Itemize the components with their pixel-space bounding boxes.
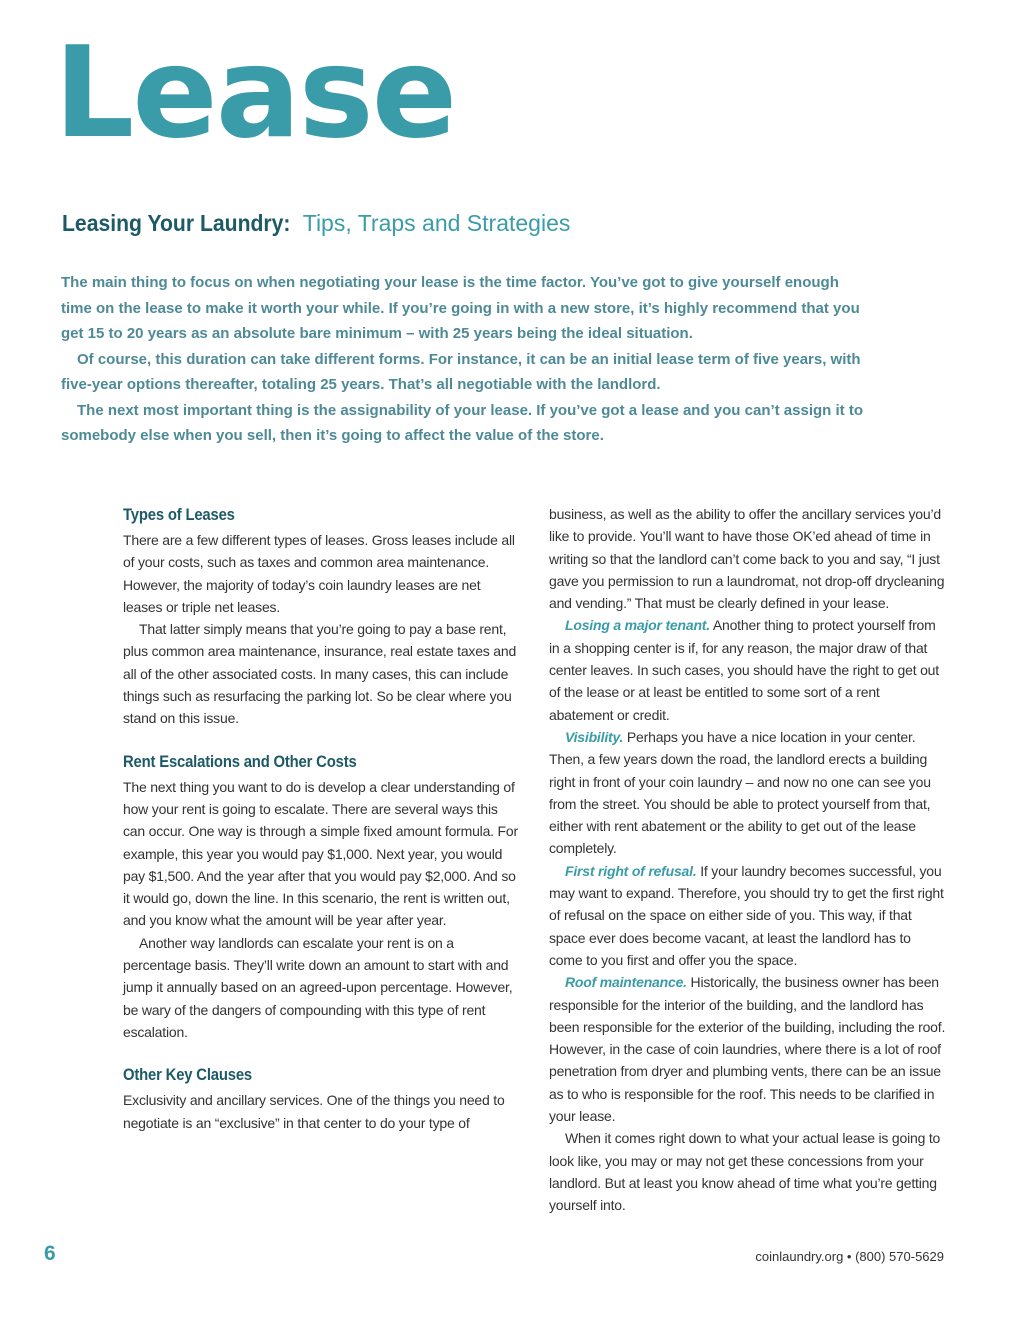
body-paragraph-closing: When it comes right down to what your actual lease is going to look like, you may or may not get these concessions from your landlord. But at least you know ahead of time what you’re getting yourself into. (549, 1130, 941, 1214)
right-column (549, 503, 947, 1217)
body-paragraph-visibility (549, 726, 947, 860)
body-paragraph-major-tenant (549, 614, 947, 725)
page-title: Lease (54, 19, 456, 166)
body-paragraph-first-right (549, 860, 947, 971)
section-heading-rent-escalations: Rent Escalations and Other Costs (123, 752, 357, 771)
runin-text: Historically, the business owner has been responsible for the interior of the building, and the landlord has been responsible for the exterior of the building, including the roof. However, in the case of coin laundries, where there is a lot of roof penetration from dryer and plumbing vents, there can be an issue as to who is responsible for the roof. This needs to be clarified in your lease. (549, 974, 946, 1125)
section-heading-types-of-leases: Types of Leases (123, 506, 235, 524)
intro-paragraph: Of course, this duration can take different forms. For instance, it can be an initial lease term of five years, with five-year options thereafter, totaling 25 years. That’s all negotiable with the landlord. (61, 350, 861, 393)
section-heading-other-key-clauses: Other Key Clauses (123, 1066, 252, 1085)
body-paragraph: The next thing you want to do is develop a clear understanding of how your rent is going to escalate. There are several ways this can occur. One way is through a simple fixed amount formula. For example, this year you would pay $1,000. Next year, you would pay $1,500. And the year after that you would pay $2,000. And so it would go, down the line. In this scenario, the rent is written out, and you know what the amount will be year after year. (123, 778, 518, 929)
subtitle-secondary: Tips, Traps and Strategies (302, 210, 571, 236)
body-paragraph: That latter simply means that you’re going to pay a base rent, plus common area maintenance, insurance, real estate taxes and all of the other associated costs. In many cases, this can include things such as resurfacing the parking lot. So be clear where you stand on this issue. (123, 621, 517, 727)
runin-label-first-right-of-refusal: First right of refusal. (565, 862, 697, 879)
runin-text: If your laundry becomes successful, you may want to expand. Therefore, you should try to get the first right of refusal on the space on either side of you. This way, if that space ever does become vacant, at least the landlord has to come to you first and offer you the space. (549, 862, 944, 968)
intro-paragraph: The main thing to focus on when negotiating your lease is the time factor. You’ve got to give yourself enough time on the lease to make it worth your while. If you’re going in with a new store, it’s highly recommend that you get 15 to 20 years as an absolute bare minimum – with 25 years being the ideal situation. (61, 274, 860, 342)
subtitle-main: Leasing Your Laundry: (62, 210, 291, 236)
body-paragraph-exclusivity-continued: business, as well as the ability to offer the ancillary services you’d like to provide. You’ll want to have those OK’ed ahead of time in writing so that the landlord can’t come back to you and say, “I just gave you permission to run a laundromat, not drop-off drycleaning and vending.” That must be clearly defined in your lease. (549, 506, 945, 612)
left-column (123, 503, 523, 1134)
body-paragraph: Another way landlords can escalate your rent is on a percentage basis. They’ll write down an amount to start with and jump it annually based on an agreed-upon percentage. However, be wary of the dangers of compounding with this type of rent escalation. (123, 934, 513, 1040)
article-subtitle (62, 207, 570, 239)
intro-block (61, 270, 871, 449)
runin-label-major-tenant: Losing a major tenant. (565, 617, 710, 634)
runin-label-visibility: Visibility. (565, 728, 624, 745)
body-paragraph-exclusivity: Exclusivity and ancillary services. One of the things you need to negotiate is an “exclusive” in that center to do your type of (123, 1092, 505, 1131)
body-paragraph: There are a few different types of leases. Gross leases include all of your costs, such as taxes and common area maintenance. However, the majority of today’s coin laundry leases are net leases or triple net leases. (123, 532, 515, 615)
intro-paragraph: The next most important thing is the assignability of your lease. If you’ve got a lease and you can’t assign it to somebody else when you sell, then it’s going to affect the value of the store. (61, 401, 863, 444)
runin-text: Perhaps you have a nice location in your center. Then, a few years down the road, the landlord erects a building right in front of your coin laundry – and now no one can see you from the street. You should be able to protect yourself from that, either with rent abatement or the ability to get out of the lease completely. (549, 728, 931, 857)
runin-label-roof-maintenance: Roof maintenance. (565, 974, 687, 991)
body-paragraph-roof (549, 971, 947, 1127)
page-number: 6 (44, 1242, 56, 1265)
footer-contact: coinlaundry.org • (800) 570-5629 (755, 1249, 944, 1264)
runin-text: Another thing to protect yourself from in a shopping center is if, for any reason, the major draw of that center leaves. In such cases, you should have the right to get out of the lease or at least be entitled to some sort of a rent abatement or credit. (549, 617, 939, 723)
